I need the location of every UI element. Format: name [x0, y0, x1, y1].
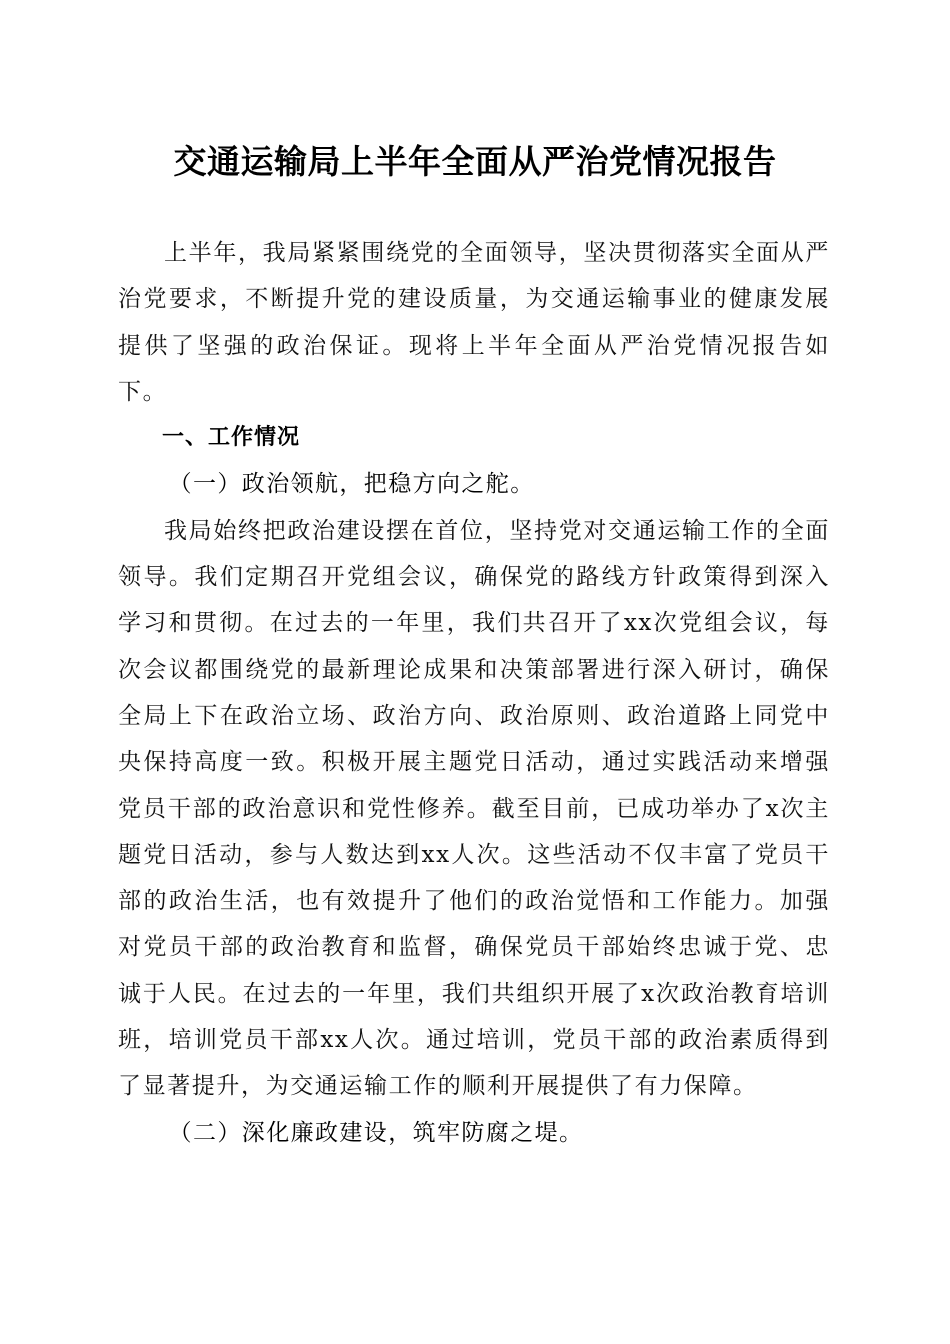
subsection-heading-integrity-building: （二）深化廉政建设，筑牢防腐之堤。	[168, 1119, 584, 1146]
document-body	[118, 230, 830, 1156]
section-heading-work-status: 一、工作情况	[162, 425, 301, 451]
document-title: 交通运输局上半年全面从严治党情况报告	[173, 142, 777, 181]
subsection-heading-political-leadership: （一）政治领航，把稳方向之舵。	[168, 471, 535, 498]
political-leadership-paragraph: 我局始终把政治建设摆在首位，坚持党对交通运输工作的全面领导。我们定期召开党组会议，确保党的路线方针政策得到深入学习和贯彻。在过去的一年里，我们共召开了xx次党组会议，每次会议都围绕党的最新理论成果和决策部署进行深入研讨，确保全局上下在政治立场、政治方向、政治原则、政治道路上同党中央保持高度一致。积极开展主题党日活动，通过实践活动来增强党员干部的政治意识和党性修养。截至目前，已成功举办了x次主题党日活动，参与人数达到xx人次。这些活动不仅丰富了党员干部的政治生活，也有效提升了他们的政治觉悟和工作能力。加强对党员干部的政治教育和监督，确保党员干部始终忠诚于党、忠诚于人民。在过去的一年里，我们共组织开展了x次政治教育培训班，培训党员干部xx人次。通过培训，党员干部的政治素质得到了显著提升，为交通运输工作的顺利开展提供了有力保障。	[118, 517, 830, 1100]
intro-paragraph: 上半年，我局紧紧围绕党的全面领导，坚决贯彻落实全面从严治党要求，不断提升党的建设质量，为交通运输事业的健康发展提供了坚强的政治保证。现将上半年全面从严治党情况报告如下。	[118, 240, 830, 405]
